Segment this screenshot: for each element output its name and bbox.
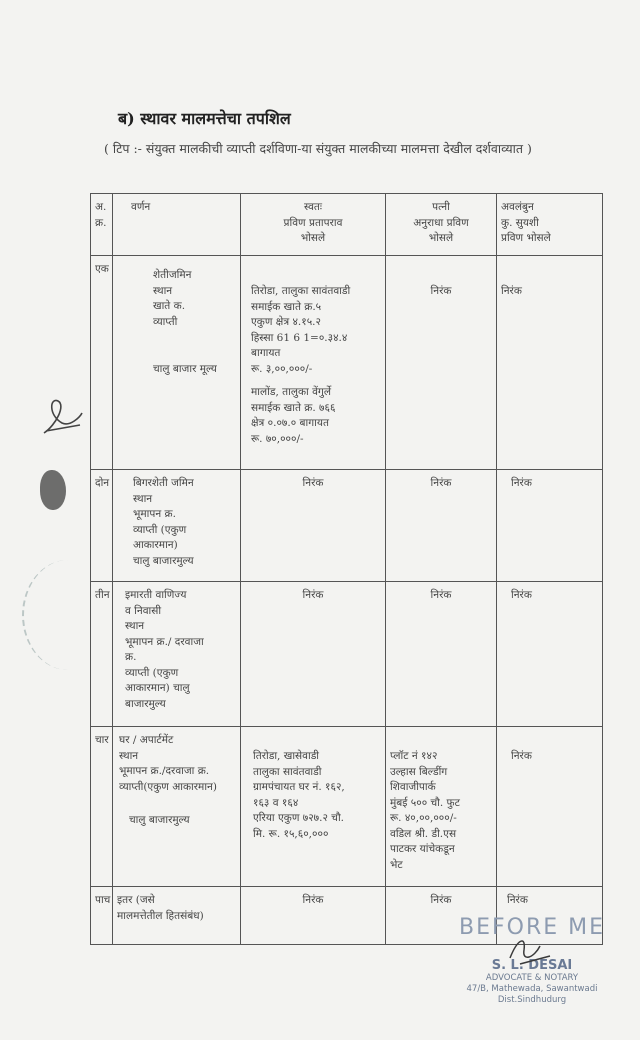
seal-address: 47/B, Mathewada, Sawantwadi [466, 984, 598, 994]
seal-title: ADVOCATE & NOTARY [485, 973, 579, 983]
margin-signature-icon [36, 395, 86, 440]
row-spouse-value: निरंक [386, 470, 497, 582]
row-dependent-value: निरंक [497, 470, 603, 582]
row-description: इतर (जसे मालमत्तेतील हितसंबंध) [113, 887, 241, 945]
row-dependent-value: निरंक [497, 727, 603, 887]
row-self-value: निरंक [241, 470, 386, 582]
table-header-row [91, 194, 603, 256]
seal-before-me: BEFORE ME [458, 915, 606, 940]
row-description-part1: शेतीजमिन स्थान खाते क. व्याप्ती [153, 269, 192, 328]
table-row [91, 470, 603, 582]
row-sr-no: एक [91, 256, 113, 470]
section-note: ( टिप :- संयुक्त मालकीची व्याप्ती दर्शविणा-या संयुक्त मालकीच्या मालमत्ता देखील दर्शवाव्यात ) [104, 141, 532, 156]
section-heading: ब) स्थावर मालमत्तेचा तपशिल [118, 109, 291, 128]
notary-signature-icon [500, 928, 560, 968]
ink-smudge-icon [40, 470, 66, 510]
row-dependent-value: निरंक [497, 887, 603, 945]
row-description [113, 256, 241, 470]
row-sr-no: पाच [91, 887, 113, 945]
row-description: इमारती वाणिज्य व निवासी स्थान भूमापन क्र./ दरवाजा क्र. व्याप्ती (एकुण आकारमान) चालु बाजारमुल्य [113, 582, 241, 727]
header-dependent: अवलंबुन कु. सुयशी प्रविण भोसले [497, 194, 603, 256]
row-sr-no: चार [91, 727, 113, 887]
row-dependent-value: निरंक [497, 256, 603, 470]
row-description-part1: घर / अपार्टमेंट स्थान भूमापन क्र./दरवाजा क्र. व्याप्ती(एकुण आकारमान) [119, 734, 217, 793]
row-description [113, 727, 241, 887]
row-self-value-part1: तिरोडा, तालुका सावंतवाडी समाईक खाते क्र.५ एकुण क्षेत्र ४.१५.२ हिस्सा 61 6 1=०.३४.४ बागायत रू. ३,००,०००/- [251, 285, 351, 375]
header-self: स्वतः प्रविण प्रतापराव भोसले [241, 194, 386, 256]
row-description: बिगरशेती जमिन स्थान भूमापन क्र. व्याप्ती (एकुण आकारमान) चालु बाजारमुल्य [113, 470, 241, 582]
table-row [91, 256, 603, 470]
seal-district: Dist.Sindhudurg [497, 995, 567, 1005]
table-row [91, 727, 603, 887]
row-spouse-value: निरंक [386, 582, 497, 727]
row-spouse-value: प्लॉट नं १४२ उल्हास बिल्डींग शिवाजीपार्क मुंबई ५०० चौ. फुट रू. ४०,००,०००/- वडिल श्री. डी.एस पाटकर यांचेकडून भेट [386, 727, 497, 887]
row-spouse-value: निरंक [386, 256, 497, 470]
row-description-part2: चालु बाजार मूल्य [153, 363, 217, 375]
row-self-value: तिरोडा, खासेवाडी तालुका सावंतवाडी ग्रामपंचायत घर नं. १६२, १६३ व १६४ एरिया एकुण ७२७.२ चौ. मि. रू. १५,६०,००० [241, 727, 386, 887]
immovable-assets-table [90, 193, 603, 945]
row-self-value: निरंक [241, 887, 386, 945]
header-spouse: पत्नी अनुराधा प्रविण भोसले [386, 194, 497, 256]
row-spouse-value: निरंक [386, 887, 497, 945]
row-sr-no: तीन [91, 582, 113, 727]
row-sr-no: दोन [91, 470, 113, 582]
partial-stamp-icon [22, 560, 114, 670]
header-description: वर्णन [113, 194, 241, 256]
row-self-value [241, 256, 386, 470]
row-description-part2: चालु बाजारमुल्य [129, 814, 190, 826]
seal-notary-name: S. L. DESAI [491, 958, 573, 973]
table-row [91, 582, 603, 727]
row-self-value-part2: मालोंड, तालुका वेंगुर्ले समाईक खाते क्र. ७६६ क्षेत्र ०.०७.० बागायत रू. ७०,०००/- [251, 386, 336, 445]
row-dependent-value: निरंक [497, 582, 603, 727]
row-self-value: निरंक [241, 582, 386, 727]
header-sr-no: अ. क्र. [91, 194, 113, 256]
